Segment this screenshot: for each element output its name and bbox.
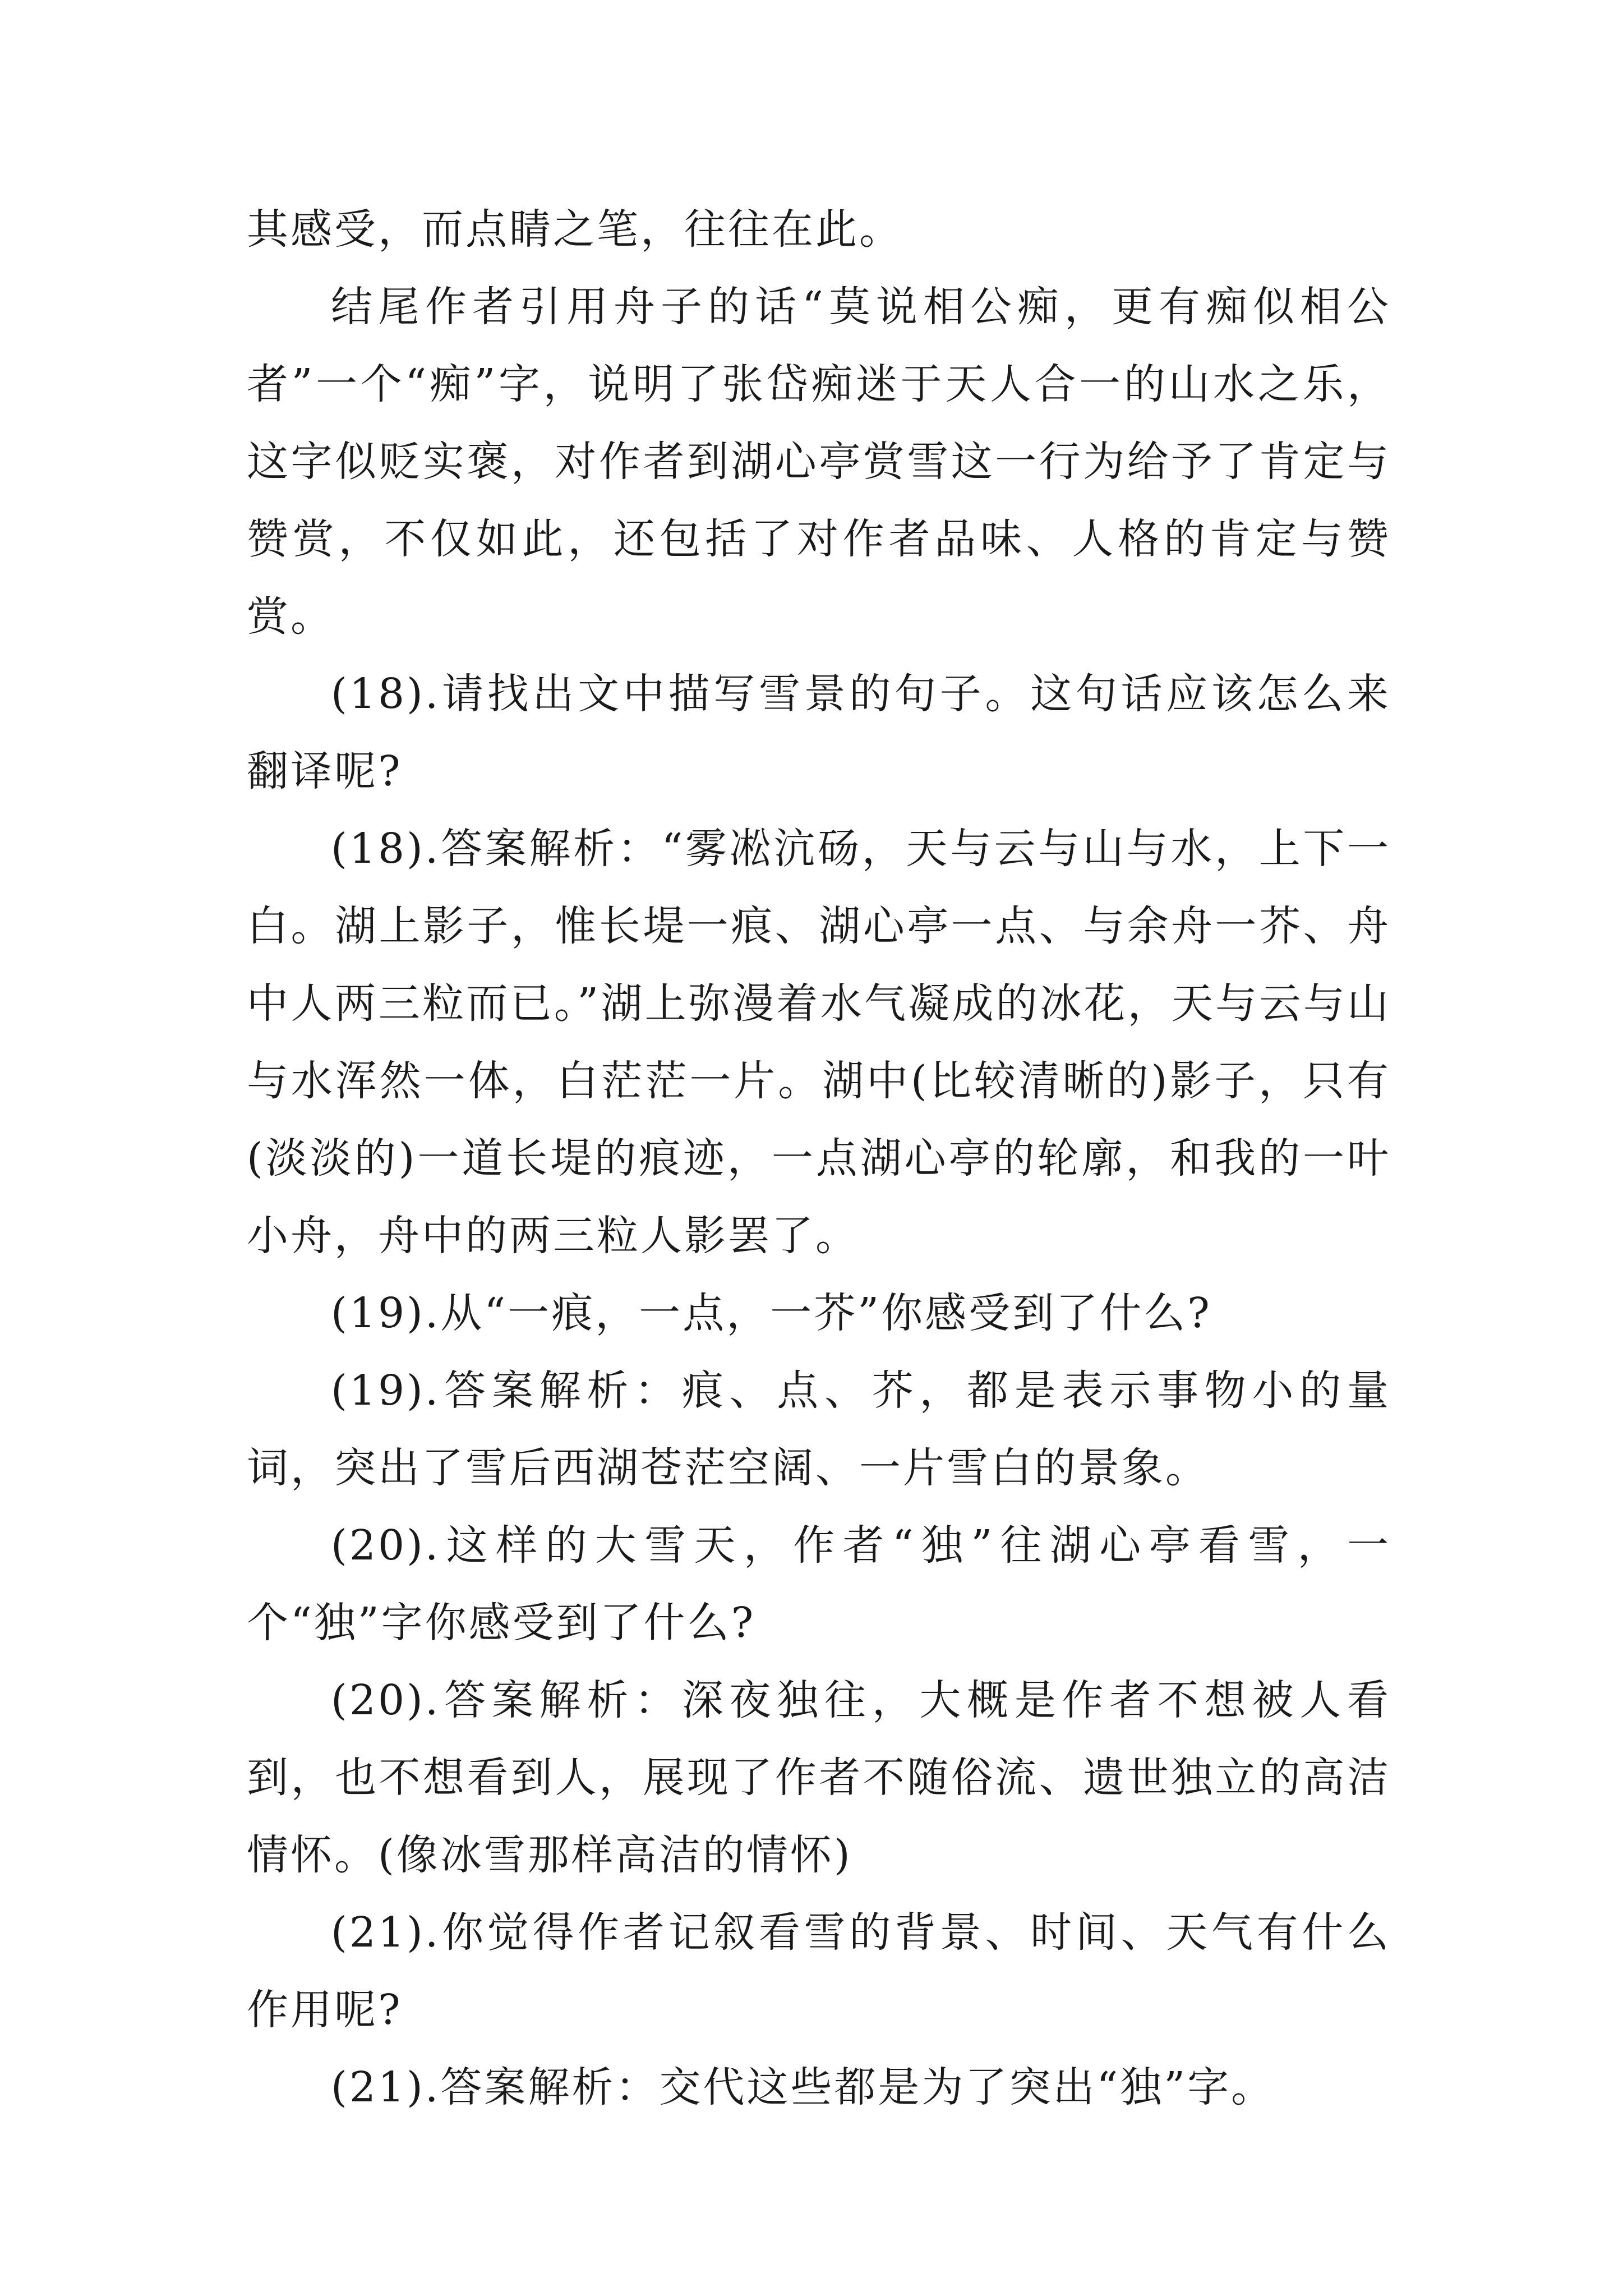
answer-20: (20).答案解析：深夜独往，大概是作者不想被人看到，也不想看到人，展现了作者不随俗流、遗世独立的高洁情怀。(像冰雪那样高洁的情怀) [247,1676,1391,1879]
paragraph-ending-analysis: 结尾作者引用舟子的话“莫说相公痴，更有痴似相公者”一个“痴”字，说明了张岱痴迷于天人合一的山水之乐，这字似贬实褒，对作者到湖心亭赏雪这一行为给予了肯定与赞赏，不仅如此，还包括了对作者品味、人格的肯定与赞赏。 [247,283,1391,641]
paragraph-continuation: 其感受，而点睛之笔，往往在此。 [247,205,903,254]
question-19: (19).从“一痕，一点，一芥”你感受到了什么? [331,1289,1212,1337]
answer-21: (21).答案解析：交代这些都是为了突出“独”字。 [331,2063,1275,2111]
question-18: (18).请找出文中描写雪景的句子。这句话应该怎么来翻译呢? [247,670,1391,795]
question-21: (21).你觉得作者记叙看雪的背景、时间、天气有什么作用呢? [247,1908,1391,2034]
document-body [247,191,1391,2126]
answer-18: (18).答案解析：“雾凇沆砀，天与云与山与水，上下一白。湖上影子，惟长堤一痕、湖心亭一点、与余舟一芥、舟中人两三粒而已。”湖上弥漫着水气凝成的冰花，天与云与山与水浑然一体，白茫茫一片。湖中(比较清晰的)影子，只有(淡淡的)一道长堤的痕迹，一点湖心亭的轮廓，和我的一叶小舟，舟中的两三粒人影罢了。 [247,825,1391,1260]
answer-19: (19).答案解析：痕、点、芥，都是表示事物小的量词，突出了雪后西湖苍茫空阔、一片雪白的景象。 [247,1366,1391,1492]
question-20: (20).这样的大雪天，作者“独”往湖心亭看雪，一个“独”字你感受到了什么? [247,1521,1391,1647]
